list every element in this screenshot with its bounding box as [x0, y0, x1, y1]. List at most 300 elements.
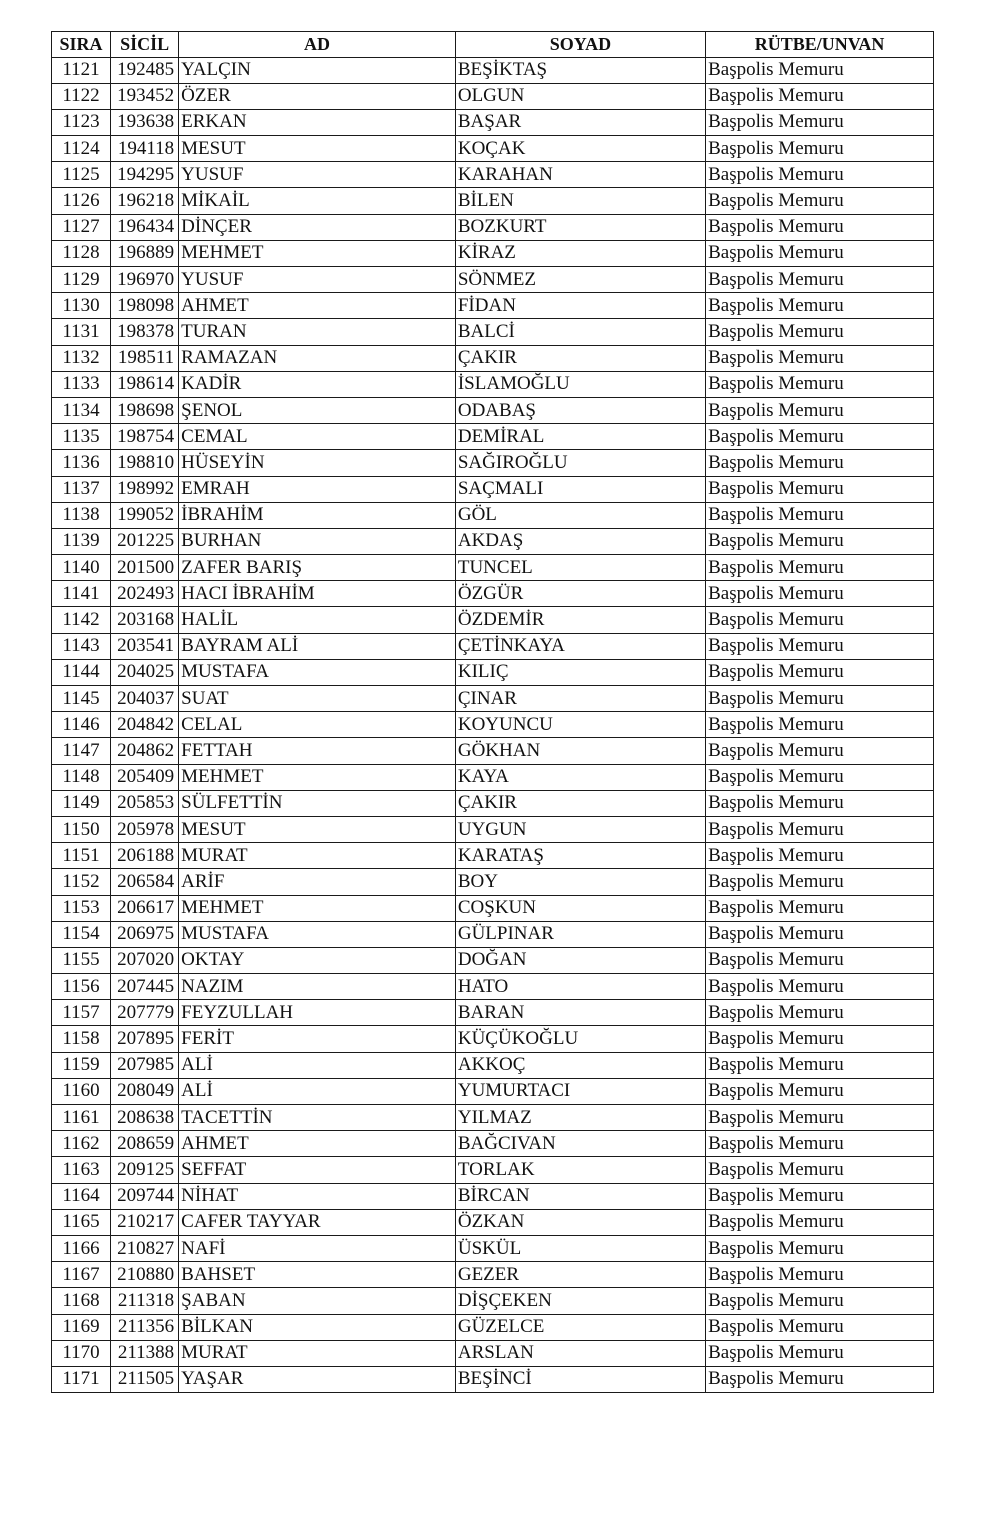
cell-soyad: BEŞİNCİ [455, 1366, 705, 1392]
table-row [52, 1288, 934, 1314]
cell-soyad: FİDAN [455, 293, 705, 319]
cell-sira: 1144 [52, 659, 111, 685]
cell-ad: FETTAH [179, 738, 456, 764]
cell-sira: 1162 [52, 1131, 111, 1157]
cell-rutbe: Başpolis Memuru [706, 633, 934, 659]
cell-sicil: 198810 [111, 450, 179, 476]
cell-rutbe: Başpolis Memuru [706, 1105, 934, 1131]
cell-rutbe: Başpolis Memuru [706, 397, 934, 423]
table-row [52, 450, 934, 476]
cell-sira: 1141 [52, 581, 111, 607]
cell-ad: MURAT [179, 1340, 456, 1366]
table-row [52, 686, 934, 712]
cell-soyad: ODABAŞ [455, 397, 705, 423]
table-row [52, 502, 934, 528]
cell-sira: 1142 [52, 607, 111, 633]
cell-sira: 1161 [52, 1105, 111, 1131]
cell-sicil: 198614 [111, 371, 179, 397]
cell-ad: SÜLFETTİN [179, 790, 456, 816]
cell-soyad: KILIÇ [455, 659, 705, 685]
cell-ad: TURAN [179, 319, 456, 345]
cell-rutbe: Başpolis Memuru [706, 790, 934, 816]
table-row [52, 1078, 934, 1104]
cell-rutbe: Başpolis Memuru [706, 1157, 934, 1183]
cell-sira: 1158 [52, 1026, 111, 1052]
cell-ad: SUAT [179, 686, 456, 712]
cell-sira: 1149 [52, 790, 111, 816]
cell-soyad: COŞKUN [455, 895, 705, 921]
cell-ad: EMRAH [179, 476, 456, 502]
cell-rutbe: Başpolis Memuru [706, 83, 934, 109]
cell-sicil: 208049 [111, 1078, 179, 1104]
cell-soyad: KOÇAK [455, 136, 705, 162]
cell-sicil: 205978 [111, 816, 179, 842]
cell-rutbe: Başpolis Memuru [706, 869, 934, 895]
cell-soyad: İSLAMOĞLU [455, 371, 705, 397]
cell-ad: MURAT [179, 843, 456, 869]
cell-sicil: 201500 [111, 555, 179, 581]
cell-soyad: HATO [455, 974, 705, 1000]
table-row [52, 1366, 934, 1392]
cell-sicil: 198754 [111, 424, 179, 450]
cell-sira: 1132 [52, 345, 111, 371]
cell-rutbe: Başpolis Memuru [706, 136, 934, 162]
cell-sicil: 196889 [111, 240, 179, 266]
cell-sicil: 206975 [111, 921, 179, 947]
cell-sira: 1163 [52, 1157, 111, 1183]
cell-rutbe: Başpolis Memuru [706, 371, 934, 397]
cell-soyad: YILMAZ [455, 1105, 705, 1131]
cell-sicil: 206188 [111, 843, 179, 869]
cell-sicil: 211356 [111, 1314, 179, 1340]
table-row [52, 371, 934, 397]
cell-sira: 1148 [52, 764, 111, 790]
cell-sira: 1157 [52, 1000, 111, 1026]
cell-ad: ALİ [179, 1078, 456, 1104]
cell-sira: 1170 [52, 1340, 111, 1366]
cell-soyad: TUNCEL [455, 555, 705, 581]
cell-rutbe: Başpolis Memuru [706, 738, 934, 764]
cell-sicil: 198511 [111, 345, 179, 371]
cell-rutbe: Başpolis Memuru [706, 109, 934, 135]
cell-ad: OKTAY [179, 947, 456, 973]
cell-sicil: 210827 [111, 1235, 179, 1261]
cell-sira: 1159 [52, 1052, 111, 1078]
table-row [52, 712, 934, 738]
cell-soyad: BİRCAN [455, 1183, 705, 1209]
cell-sicil: 210217 [111, 1209, 179, 1235]
cell-ad: MİKAİL [179, 188, 456, 214]
cell-sicil: 193638 [111, 109, 179, 135]
cell-rutbe: Başpolis Memuru [706, 1000, 934, 1026]
cell-rutbe: Başpolis Memuru [706, 1078, 934, 1104]
cell-sira: 1128 [52, 240, 111, 266]
cell-ad: NİHAT [179, 1183, 456, 1209]
cell-sira: 1168 [52, 1288, 111, 1314]
cell-sicil: 194118 [111, 136, 179, 162]
cell-sira: 1160 [52, 1078, 111, 1104]
cell-soyad: ÇINAR [455, 686, 705, 712]
table-row [52, 476, 934, 502]
cell-rutbe: Başpolis Memuru [706, 816, 934, 842]
table-row [52, 83, 934, 109]
cell-soyad: BİLEN [455, 188, 705, 214]
table-row [52, 345, 934, 371]
cell-soyad: YUMURTACI [455, 1078, 705, 1104]
cell-sira: 1167 [52, 1262, 111, 1288]
cell-rutbe: Başpolis Memuru [706, 581, 934, 607]
cell-ad: MUSTAFA [179, 921, 456, 947]
table-row [52, 1314, 934, 1340]
cell-sira: 1135 [52, 424, 111, 450]
cell-sicil: 199052 [111, 502, 179, 528]
cell-sicil: 196970 [111, 267, 179, 293]
cell-rutbe: Başpolis Memuru [706, 1026, 934, 1052]
cell-sicil: 204862 [111, 738, 179, 764]
cell-soyad: KOYUNCU [455, 712, 705, 738]
cell-ad: DİNÇER [179, 214, 456, 240]
cell-sira: 1169 [52, 1314, 111, 1340]
table-row [52, 319, 934, 345]
cell-sicil: 203168 [111, 607, 179, 633]
cell-rutbe: Başpolis Memuru [706, 57, 934, 83]
cell-rutbe: Başpolis Memuru [706, 319, 934, 345]
cell-soyad: SAÇMALI [455, 476, 705, 502]
cell-rutbe: Başpolis Memuru [706, 607, 934, 633]
cell-sicil: 207445 [111, 974, 179, 1000]
table-row [52, 57, 934, 83]
cell-ad: NAFİ [179, 1235, 456, 1261]
cell-sira: 1137 [52, 476, 111, 502]
cell-ad: SEFFAT [179, 1157, 456, 1183]
table-row [52, 581, 934, 607]
cell-rutbe: Başpolis Memuru [706, 764, 934, 790]
cell-soyad: UYGUN [455, 816, 705, 842]
cell-soyad: KÜÇÜKOĞLU [455, 1026, 705, 1052]
cell-sira: 1124 [52, 136, 111, 162]
cell-ad: BİLKAN [179, 1314, 456, 1340]
cell-soyad: BEŞİKTAŞ [455, 57, 705, 83]
table-row [52, 790, 934, 816]
table-row [52, 162, 934, 188]
cell-rutbe: Başpolis Memuru [706, 293, 934, 319]
table-row [52, 528, 934, 554]
cell-sicil: 210880 [111, 1262, 179, 1288]
table-row [52, 869, 934, 895]
cell-ad: ARİF [179, 869, 456, 895]
cell-sicil: 201225 [111, 528, 179, 554]
cell-ad: MEHMET [179, 240, 456, 266]
cell-sicil: 207895 [111, 1026, 179, 1052]
cell-soyad: ÖZGÜR [455, 581, 705, 607]
cell-rutbe: Başpolis Memuru [706, 1183, 934, 1209]
cell-rutbe: Başpolis Memuru [706, 214, 934, 240]
cell-ad: NAZIM [179, 974, 456, 1000]
cell-ad: YALÇIN [179, 57, 456, 83]
cell-sira: 1156 [52, 974, 111, 1000]
cell-soyad: AKKOÇ [455, 1052, 705, 1078]
table-row [52, 1183, 934, 1209]
cell-sira: 1126 [52, 188, 111, 214]
cell-rutbe: Başpolis Memuru [706, 162, 934, 188]
cell-sira: 1127 [52, 214, 111, 240]
table-row [52, 1235, 934, 1261]
cell-sicil: 208638 [111, 1105, 179, 1131]
cell-sira: 1125 [52, 162, 111, 188]
cell-soyad: AKDAŞ [455, 528, 705, 554]
cell-sicil: 198378 [111, 319, 179, 345]
cell-sicil: 207779 [111, 1000, 179, 1026]
table-row [52, 1000, 934, 1026]
header-soyad: SOYAD [455, 32, 705, 58]
table-row [52, 240, 934, 266]
cell-ad: YUSUF [179, 162, 456, 188]
table-row [52, 921, 934, 947]
cell-soyad: ARSLAN [455, 1340, 705, 1366]
table-row [52, 397, 934, 423]
cell-sira: 1129 [52, 267, 111, 293]
cell-sicil: 198098 [111, 293, 179, 319]
cell-ad: YUSUF [179, 267, 456, 293]
cell-ad: CEMAL [179, 424, 456, 450]
cell-sira: 1166 [52, 1235, 111, 1261]
cell-ad: ÖZER [179, 83, 456, 109]
table-row [52, 633, 934, 659]
cell-rutbe: Başpolis Memuru [706, 1314, 934, 1340]
table-body [52, 57, 934, 1393]
cell-soyad: KARAHAN [455, 162, 705, 188]
cell-sicil: 198698 [111, 397, 179, 423]
cell-sira: 1143 [52, 633, 111, 659]
table-row [52, 816, 934, 842]
cell-ad: CELAL [179, 712, 456, 738]
cell-soyad: GÖL [455, 502, 705, 528]
cell-rutbe: Başpolis Memuru [706, 555, 934, 581]
cell-soyad: ÜSKÜL [455, 1235, 705, 1261]
cell-ad: MUSTAFA [179, 659, 456, 685]
cell-rutbe: Başpolis Memuru [706, 1209, 934, 1235]
table-row [52, 214, 934, 240]
cell-ad: FERİT [179, 1026, 456, 1052]
cell-rutbe: Başpolis Memuru [706, 1340, 934, 1366]
cell-rutbe: Başpolis Memuru [706, 921, 934, 947]
cell-sira: 1140 [52, 555, 111, 581]
cell-sira: 1139 [52, 528, 111, 554]
cell-sira: 1123 [52, 109, 111, 135]
cell-sicil: 194295 [111, 162, 179, 188]
cell-sira: 1153 [52, 895, 111, 921]
cell-ad: ZAFER BARIŞ [179, 555, 456, 581]
cell-soyad: ÖZDEMİR [455, 607, 705, 633]
cell-ad: ALİ [179, 1052, 456, 1078]
cell-sicil: 192485 [111, 57, 179, 83]
header-sicil: SİCİL [111, 32, 179, 58]
header-rutbe-unvan: RÜTBE/UNVAN [706, 32, 934, 58]
cell-soyad: BOZKURT [455, 214, 705, 240]
table-row [52, 109, 934, 135]
cell-sicil: 198992 [111, 476, 179, 502]
cell-soyad: ÖZKAN [455, 1209, 705, 1235]
cell-ad: ERKAN [179, 109, 456, 135]
cell-ad: YAŞAR [179, 1366, 456, 1392]
cell-sira: 1134 [52, 397, 111, 423]
table-row [52, 947, 934, 973]
cell-ad: MESUT [179, 136, 456, 162]
cell-sira: 1138 [52, 502, 111, 528]
cell-soyad: DİŞÇEKEN [455, 1288, 705, 1314]
table-row [52, 293, 934, 319]
cell-rutbe: Başpolis Memuru [706, 240, 934, 266]
table-row [52, 1340, 934, 1366]
cell-sira: 1133 [52, 371, 111, 397]
cell-rutbe: Başpolis Memuru [706, 1262, 934, 1288]
cell-ad: TACETTİN [179, 1105, 456, 1131]
cell-sicil: 209744 [111, 1183, 179, 1209]
cell-sicil: 203541 [111, 633, 179, 659]
cell-rutbe: Başpolis Memuru [706, 659, 934, 685]
cell-rutbe: Başpolis Memuru [706, 267, 934, 293]
cell-rutbe: Başpolis Memuru [706, 424, 934, 450]
table-row [52, 267, 934, 293]
cell-sicil: 211318 [111, 1288, 179, 1314]
cell-sira: 1136 [52, 450, 111, 476]
cell-ad: MEHMET [179, 764, 456, 790]
cell-sicil: 205853 [111, 790, 179, 816]
table-row [52, 895, 934, 921]
cell-sicil: 204025 [111, 659, 179, 685]
table-row [52, 136, 934, 162]
cell-rutbe: Başpolis Memuru [706, 686, 934, 712]
cell-sira: 1152 [52, 869, 111, 895]
cell-sicil: 206584 [111, 869, 179, 895]
cell-sicil: 196434 [111, 214, 179, 240]
cell-soyad: BAŞAR [455, 109, 705, 135]
cell-rutbe: Başpolis Memuru [706, 502, 934, 528]
cell-ad: ŞENOL [179, 397, 456, 423]
cell-rutbe: Başpolis Memuru [706, 1235, 934, 1261]
cell-rutbe: Başpolis Memuru [706, 712, 934, 738]
cell-sicil: 205409 [111, 764, 179, 790]
cell-rutbe: Başpolis Memuru [706, 450, 934, 476]
cell-soyad: BOY [455, 869, 705, 895]
table-row [52, 607, 934, 633]
cell-soyad: BALCİ [455, 319, 705, 345]
cell-soyad: ÇAKIR [455, 345, 705, 371]
cell-sira: 1164 [52, 1183, 111, 1209]
cell-sicil: 196218 [111, 188, 179, 214]
cell-sira: 1147 [52, 738, 111, 764]
cell-soyad: ÇETİNKAYA [455, 633, 705, 659]
cell-sira: 1121 [52, 57, 111, 83]
cell-rutbe: Başpolis Memuru [706, 895, 934, 921]
cell-rutbe: Başpolis Memuru [706, 974, 934, 1000]
cell-rutbe: Başpolis Memuru [706, 345, 934, 371]
cell-soyad: DEMİRAL [455, 424, 705, 450]
table-row [52, 764, 934, 790]
cell-sicil: 202493 [111, 581, 179, 607]
table-row [52, 1026, 934, 1052]
cell-ad: AHMET [179, 1131, 456, 1157]
cell-sira: 1145 [52, 686, 111, 712]
cell-sira: 1131 [52, 319, 111, 345]
cell-ad: HALİL [179, 607, 456, 633]
table-row [52, 555, 934, 581]
cell-sicil: 209125 [111, 1157, 179, 1183]
cell-rutbe: Başpolis Memuru [706, 947, 934, 973]
cell-sicil: 208659 [111, 1131, 179, 1157]
cell-ad: İBRAHİM [179, 502, 456, 528]
cell-sira: 1165 [52, 1209, 111, 1235]
cell-sira: 1146 [52, 712, 111, 738]
cell-soyad: TORLAK [455, 1157, 705, 1183]
cell-soyad: SÖNMEZ [455, 267, 705, 293]
cell-sira: 1122 [52, 83, 111, 109]
cell-ad: MEHMET [179, 895, 456, 921]
cell-sira: 1171 [52, 1366, 111, 1392]
cell-ad: FEYZULLAH [179, 1000, 456, 1026]
cell-ad: RAMAZAN [179, 345, 456, 371]
cell-soyad: KAYA [455, 764, 705, 790]
cell-soyad: GEZER [455, 1262, 705, 1288]
cell-ad: CAFER TAYYAR [179, 1209, 456, 1235]
cell-sicil: 204037 [111, 686, 179, 712]
cell-rutbe: Başpolis Memuru [706, 843, 934, 869]
cell-rutbe: Başpolis Memuru [706, 1131, 934, 1157]
cell-sira: 1155 [52, 947, 111, 973]
cell-ad: MESUT [179, 816, 456, 842]
table-row [52, 188, 934, 214]
table-row [52, 974, 934, 1000]
table-row [52, 1209, 934, 1235]
cell-sicil: 204842 [111, 712, 179, 738]
cell-soyad: DOĞAN [455, 947, 705, 973]
cell-rutbe: Başpolis Memuru [706, 1366, 934, 1392]
cell-rutbe: Başpolis Memuru [706, 1288, 934, 1314]
cell-sicil: 211505 [111, 1366, 179, 1392]
cell-ad: HÜSEYİN [179, 450, 456, 476]
cell-soyad: ÇAKIR [455, 790, 705, 816]
cell-soyad: BAĞCIVAN [455, 1131, 705, 1157]
header-row [52, 32, 934, 58]
table-row [52, 1262, 934, 1288]
cell-ad: BURHAN [179, 528, 456, 554]
table-row [52, 659, 934, 685]
table-row [52, 424, 934, 450]
cell-soyad: GÖKHAN [455, 738, 705, 764]
table-row [52, 738, 934, 764]
header-ad: AD [179, 32, 456, 58]
table-row [52, 1052, 934, 1078]
cell-sicil: 207985 [111, 1052, 179, 1078]
cell-sira: 1154 [52, 921, 111, 947]
cell-ad: HACI İBRAHİM [179, 581, 456, 607]
table-row [52, 1157, 934, 1183]
cell-rutbe: Başpolis Memuru [706, 476, 934, 502]
cell-soyad: BARAN [455, 1000, 705, 1026]
cell-sicil: 193452 [111, 83, 179, 109]
cell-soyad: KARATAŞ [455, 843, 705, 869]
cell-sira: 1150 [52, 816, 111, 842]
cell-soyad: GÜZELCE [455, 1314, 705, 1340]
table-row [52, 1131, 934, 1157]
cell-sicil: 206617 [111, 895, 179, 921]
cell-sicil: 211388 [111, 1340, 179, 1366]
cell-soyad: OLGUN [455, 83, 705, 109]
table-row [52, 843, 934, 869]
cell-rutbe: Başpolis Memuru [706, 188, 934, 214]
cell-sira: 1130 [52, 293, 111, 319]
cell-ad: AHMET [179, 293, 456, 319]
